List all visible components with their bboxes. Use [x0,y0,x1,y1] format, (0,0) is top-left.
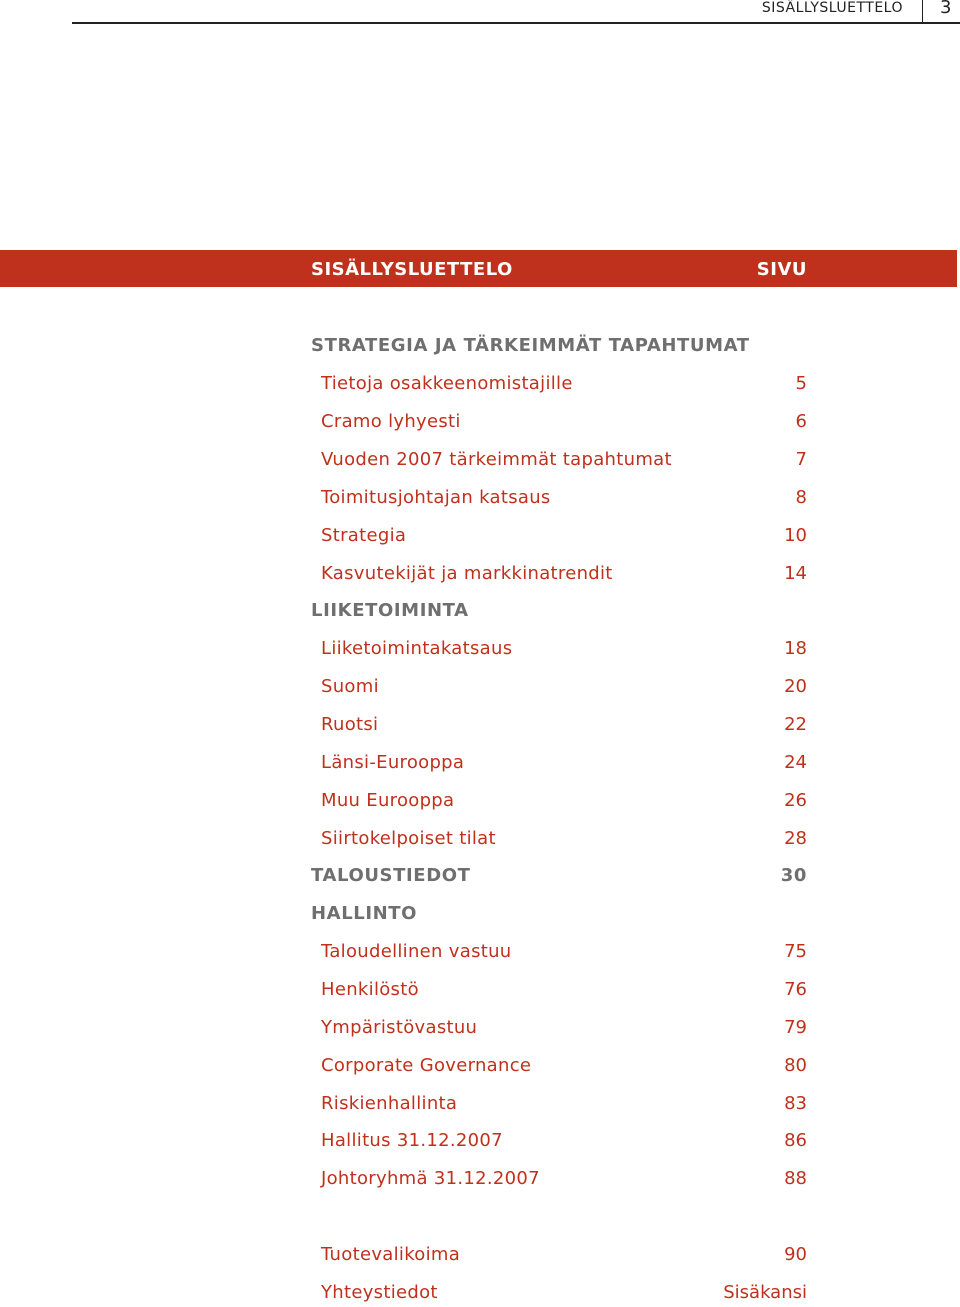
toc-entry-page: 7 [795,449,807,470]
toc-entry-page: 6 [795,411,807,432]
toc-entry-label: Kasvutekijät ja markkinatrendit [321,563,613,584]
toc-entry-label: Henkilöstö [321,979,419,1000]
toc-entry-label: Johtoryhmä 31.12.2007 [321,1168,540,1189]
toc-entry-label: Länsi-Eurooppa [321,752,465,773]
toc-entry[interactable] [311,1129,807,1153]
toc-entry[interactable] [311,675,807,699]
toc-entry-label: Cramo lyhyesti [321,411,461,432]
toc-entry-page: 5 [795,373,807,394]
toc-entry[interactable] [311,940,807,964]
toc-page-heading: SIVU [756,259,807,280]
toc-entry[interactable] [311,524,807,548]
toc-entry-page: 20 [784,676,807,697]
toc-entry[interactable] [311,1243,807,1267]
toc-section-label: TALOUSTIEDOT [311,865,471,886]
page-number: 3 [940,0,952,18]
toc-entry-page: 10 [784,525,807,546]
toc-section-label: LIIKETOIMINTA [311,600,469,621]
toc-section[interactable] [311,599,807,623]
toc-entry[interactable] [311,562,807,586]
toc-entry-page: 86 [784,1130,807,1151]
toc-entry[interactable] [311,827,807,851]
toc-entry[interactable] [311,372,807,396]
toc-entry-page: 24 [784,752,807,773]
toc-entry-label: Taloudellinen vastuu [321,941,512,962]
toc-section[interactable] [311,864,807,888]
toc-entry-page: 8 [795,487,807,508]
toc-entry[interactable] [311,1281,807,1305]
toc-entry-page: 28 [784,828,807,849]
toc-entry-label: Muu Eurooppa [321,790,455,811]
toc-entry-page: 75 [784,941,807,962]
toc-entry-label: Tietoja osakkeenomistajille [321,373,573,394]
toc-entry[interactable] [311,448,807,472]
toc-entry[interactable] [311,978,807,1002]
toc-entry-page: 14 [784,563,807,584]
toc-entry[interactable] [311,1092,807,1116]
running-header-title: SISÄLLYSLUETTELO [761,0,903,16]
toc-section[interactable] [311,902,807,926]
toc-entry-label: Strategia [321,525,407,546]
toc-entry-label: Vuoden 2007 tärkeimmät tapahtumat [321,449,672,470]
toc-entry-label: Tuotevalikoima [321,1244,461,1265]
toc-entry-page: 79 [784,1017,807,1038]
toc-entry-label: Liiketoimintakatsaus [321,638,513,659]
toc-entry[interactable] [311,637,807,661]
toc-entry[interactable] [311,1167,807,1191]
toc-entry-label: Toimitusjohtajan katsaus [321,487,551,508]
toc-entry-label: Siirtokelpoiset tilat [321,828,496,849]
toc-entry[interactable] [311,410,807,434]
toc-title: SISÄLLYSLUETTELO [311,259,513,280]
toc-section-page: 30 [780,865,807,886]
toc-entry-label: Suomi [321,676,379,697]
toc-section-label: HALLINTO [311,903,418,924]
toc-entry-page: Sisäkansi [723,1282,807,1303]
toc-entry-page: 88 [784,1168,807,1189]
toc-entry-page: 26 [784,790,807,811]
toc-entry-label: Yhteystiedot [321,1282,438,1303]
toc-entry-label: Ympäristövastuu [321,1017,478,1038]
toc-section[interactable] [311,334,807,358]
toc-entry-page: 90 [784,1244,807,1265]
toc-entry-page: 22 [784,714,807,735]
toc-entry-page: 83 [784,1093,807,1114]
toc-entry[interactable] [311,486,807,510]
toc-section-label: STRATEGIA JA TÄRKEIMMÄT TAPAHTUMAT [311,335,750,356]
toc-entry[interactable] [311,751,807,775]
toc-entry-label: Riskienhallinta [321,1093,458,1114]
toc-entry[interactable] [311,789,807,813]
toc-entry[interactable] [311,1054,807,1078]
toc-entry-page: 18 [784,638,807,659]
toc-entry[interactable] [311,1016,807,1040]
toc-entry[interactable] [311,713,807,737]
toc-entry-label: Hallitus 31.12.2007 [321,1130,503,1151]
toc-entry-label: Ruotsi [321,714,379,735]
toc-entry-label: Corporate Governance [321,1055,532,1076]
toc-entry-page: 80 [784,1055,807,1076]
toc-entry-page: 76 [784,979,807,1000]
